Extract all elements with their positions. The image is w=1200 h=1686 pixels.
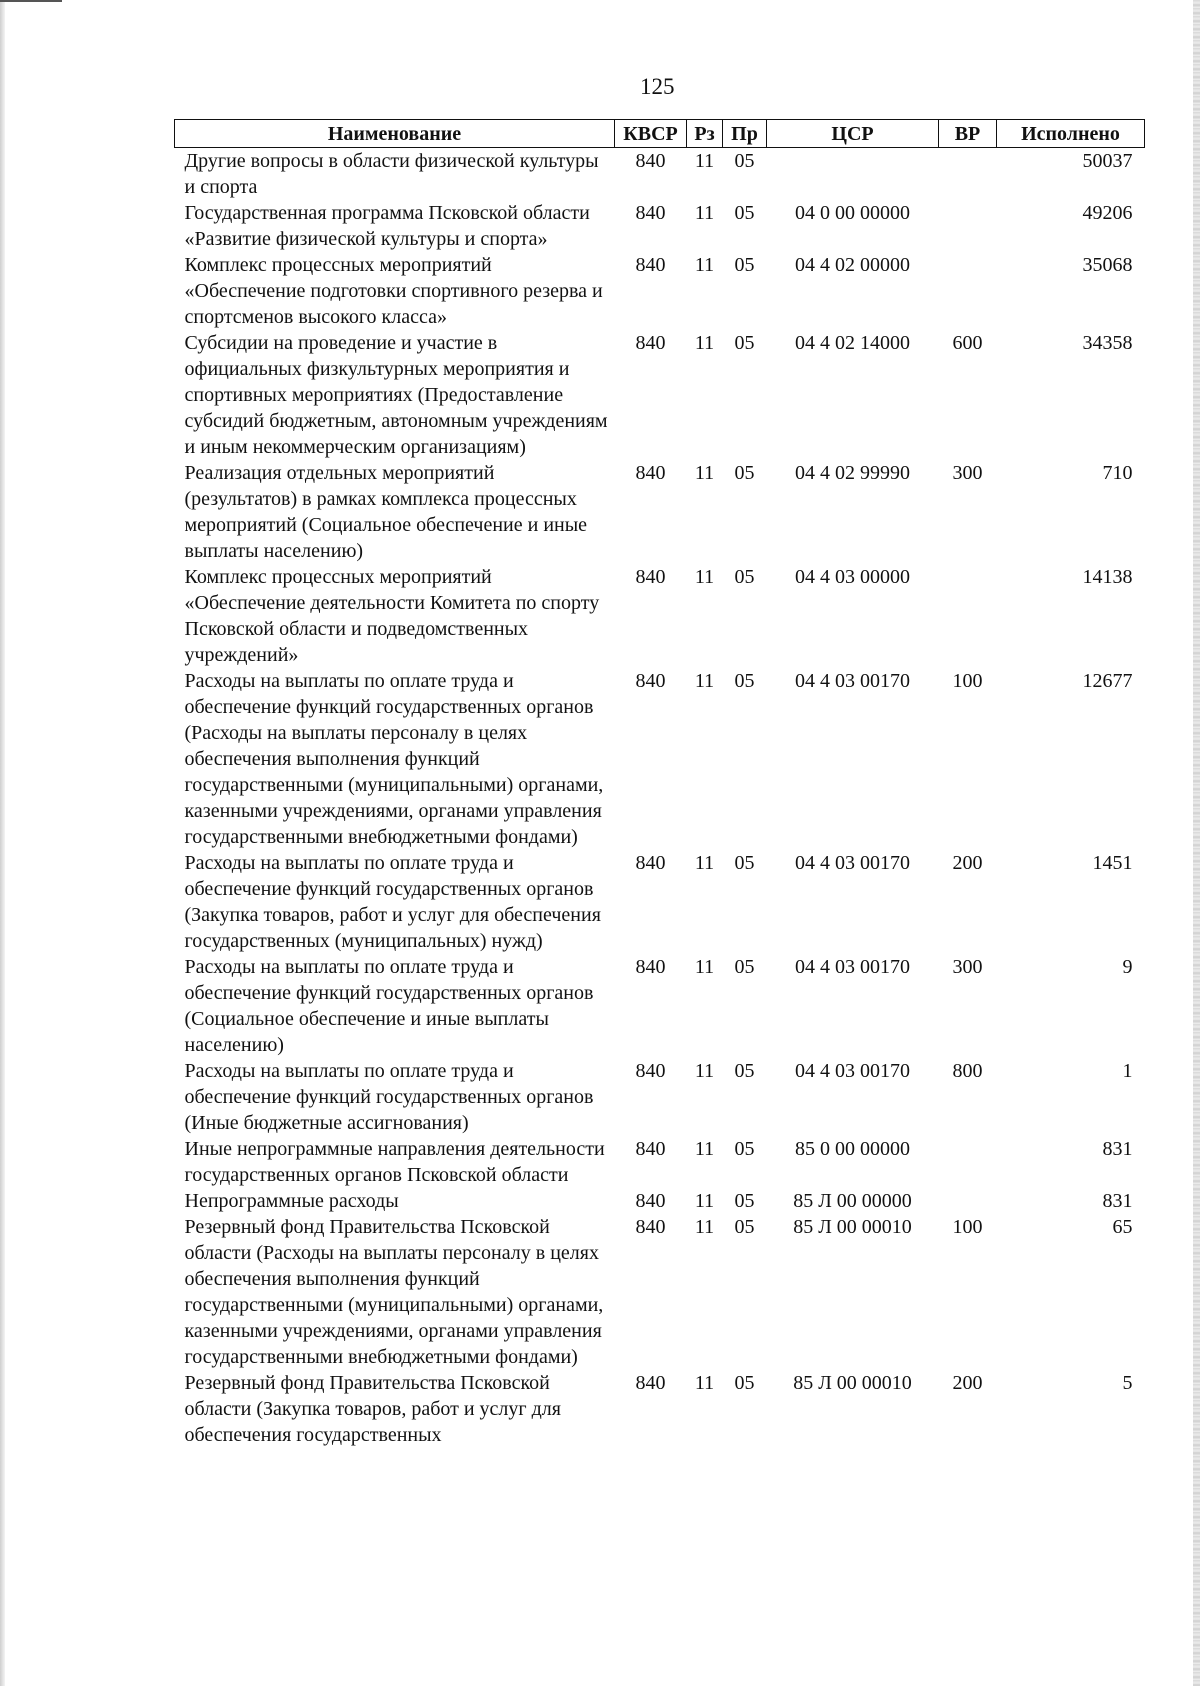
table-header-row [175,120,1145,148]
cell-pr: 05 [734,202,755,224]
cell-rz: 11 [694,462,715,484]
cell-pr: 05 [734,852,755,874]
cell-rz: 11 [694,956,715,978]
cell-vr [939,1136,997,1188]
cell-pr: 05 [734,254,755,276]
cell-vr: 200 [952,1372,983,1394]
table-row [175,850,1145,954]
cell-done: 9 [1122,956,1133,978]
page-number: 125 [640,74,675,99]
cell-kvsr: 840 [635,956,666,978]
scan-mark [0,0,62,2]
header-rz: Рз [687,120,723,148]
table-row [175,1370,1145,1448]
table-row [175,564,1145,668]
header-kvsr: КВСР [615,120,687,148]
cell-pr: 05 [734,1138,755,1160]
cell-done: 65 [1112,1216,1133,1238]
cell-done: 34358 [1082,332,1133,354]
cell-done: 831 [1102,1138,1133,1160]
cell-name: Субсидии на проведение и участие в официальных физкультурных мероприятия и спортивных мероприятиях (Предоставление субсидий бюджетным, автономным учреждениям и иным некоммерческим организациям) [184,332,608,458]
cell-rz: 11 [694,670,715,692]
scan-edge-right [1193,0,1200,1686]
cell-csr: 04 4 02 14000 [795,332,910,354]
cell-csr: 04 4 02 99990 [795,462,910,484]
table-row [175,1188,1145,1214]
cell-kvsr: 840 [635,670,666,692]
cell-done: 1451 [1092,852,1133,874]
table-row [175,954,1145,1058]
cell-pr: 05 [734,1372,755,1394]
cell-csr: 85 Л 00 00010 [793,1216,912,1238]
cell-done: 49206 [1082,202,1133,224]
cell-pr: 05 [734,670,755,692]
cell-kvsr: 840 [635,852,666,874]
cell-csr: 04 4 03 00170 [795,1060,910,1082]
header-done: Исполнено [997,120,1145,148]
cell-done: 1 [1122,1060,1133,1082]
cell-name: Непрограммные расходы [184,1190,399,1212]
table-row [175,252,1145,330]
cell-vr: 300 [952,956,983,978]
table-row [175,200,1145,252]
header-csr: ЦСР [767,120,939,148]
cell-pr: 05 [734,1216,755,1238]
cell-name: Другие вопросы в области физической культуры и спорта [184,150,599,198]
cell-name: Расходы на выплаты по оплате труда и обеспечение функций государственных органов (Иные бюджетные ассигнования) [184,1060,594,1134]
cell-kvsr: 840 [635,1216,666,1238]
cell-csr: 04 0 00 00000 [795,202,910,224]
cell-csr: 04 4 03 00170 [795,670,910,692]
scan-edge-left [0,0,5,1686]
cell-name: Комплекс процессных мероприятий «Обеспечение деятельности Комитета по спорту Псковской области и подведомственных учреждений» [184,566,600,666]
header-pr: Пр [723,120,767,148]
table-row [175,460,1145,564]
cell-name: Иные непрограммные направления деятельности государственных органов Псковской области [184,1138,605,1186]
cell-rz: 11 [694,1060,715,1082]
cell-vr [939,252,997,330]
cell-csr: 04 4 02 00000 [795,254,910,276]
header-vr: ВР [939,120,997,148]
cell-kvsr: 840 [635,202,666,224]
cell-done: 12677 [1082,670,1133,692]
cell-csr: 04 4 03 00000 [795,566,910,588]
cell-rz: 11 [694,852,715,874]
cell-name: Расходы на выплаты по оплате труда и обеспечение функций государственных органов (Социальное обеспечение и иные выплаты населению) [184,956,594,1056]
cell-name: Резервный фонд Правительства Псковской области (Закупка товаров, работ и услуг для обеспечения государственных [184,1372,561,1446]
header-name: Наименование [175,120,615,148]
cell-rz: 11 [694,1138,715,1160]
cell-kvsr: 840 [635,566,666,588]
cell-kvsr: 840 [635,1372,666,1394]
table-row [175,1058,1145,1136]
cell-pr: 05 [734,150,755,172]
cell-csr: 04 4 03 00170 [795,852,910,874]
cell-rz: 11 [694,1372,715,1394]
table-row [175,668,1145,850]
cell-kvsr: 840 [635,1060,666,1082]
cell-rz: 11 [694,566,715,588]
cell-rz: 11 [694,202,715,224]
cell-done: 831 [1102,1190,1133,1212]
cell-name: Резервный фонд Правительства Псковской области (Расходы на выплаты персоналу в целях обеспечения выполнения функций государственными (муниципальными) органами, казенными учреждениями, органами управления государственными внебюджетными фондами) [184,1216,604,1368]
cell-csr: 85 Л 00 00000 [793,1190,912,1212]
cell-pr: 05 [734,566,755,588]
cell-rz: 11 [694,1216,715,1238]
cell-rz: 11 [694,150,715,172]
table-row [175,148,1145,201]
cell-csr [767,148,939,201]
cell-name: Государственная программа Псковской области «Развитие физической культуры и спорта» [184,202,590,250]
cell-done: 710 [1102,462,1133,484]
cell-name: Реализация отдельных мероприятий (результатов) в рамках комплекса процессных мероприятий (Социальное обеспечение и иные выплаты населению) [184,462,588,562]
cell-vr [939,564,997,668]
cell-rz: 11 [694,1190,715,1212]
cell-pr: 05 [734,332,755,354]
cell-kvsr: 840 [635,1138,666,1160]
cell-vr: 100 [952,670,983,692]
cell-kvsr: 840 [635,254,666,276]
cell-kvsr: 840 [635,462,666,484]
cell-done: 35068 [1082,254,1133,276]
table-row [175,1214,1145,1370]
cell-vr: 600 [952,332,983,354]
cell-vr: 800 [952,1060,983,1082]
cell-rz: 11 [694,254,715,276]
cell-vr: 300 [952,462,983,484]
cell-csr: 85 0 00 00000 [795,1138,910,1160]
cell-done: 50037 [1082,150,1133,172]
cell-vr [939,1188,997,1214]
cell-pr: 05 [734,1060,755,1082]
cell-done: 5 [1122,1372,1133,1394]
cell-name: Расходы на выплаты по оплате труда и обеспечение функций государственных органов (Закупка товаров, работ и услуг для обеспечения государственных (муниципальных) нужд) [184,852,601,952]
table-row [175,330,1145,460]
table-body [175,148,1145,1449]
cell-kvsr: 840 [635,332,666,354]
cell-pr: 05 [734,956,755,978]
cell-pr: 05 [734,1190,755,1212]
cell-csr: 85 Л 00 00010 [793,1372,912,1394]
cell-vr: 100 [952,1216,983,1238]
cell-name: Комплекс процессных мероприятий «Обеспечение подготовки спортивного резерва и спортсменов высокого класса» [184,254,603,328]
cell-done: 14138 [1082,566,1133,588]
cell-kvsr: 840 [635,150,666,172]
cell-pr: 05 [734,462,755,484]
cell-kvsr: 840 [635,1190,666,1212]
cell-name: Расходы на выплаты по оплате труда и обеспечение функций государственных органов (Расходы на выплаты персоналу в целях обеспечения выполнения функций государственными (муниципальными) органами, казенными учреждениями, органами управления государственными внебюджетными фондами) [184,670,604,848]
cell-csr: 04 4 03 00170 [795,956,910,978]
cell-rz: 11 [694,332,715,354]
budget-table [174,119,1145,1448]
cell-vr [939,200,997,252]
cell-vr: 200 [952,852,983,874]
table-row [175,1136,1145,1188]
cell-vr [939,148,997,201]
